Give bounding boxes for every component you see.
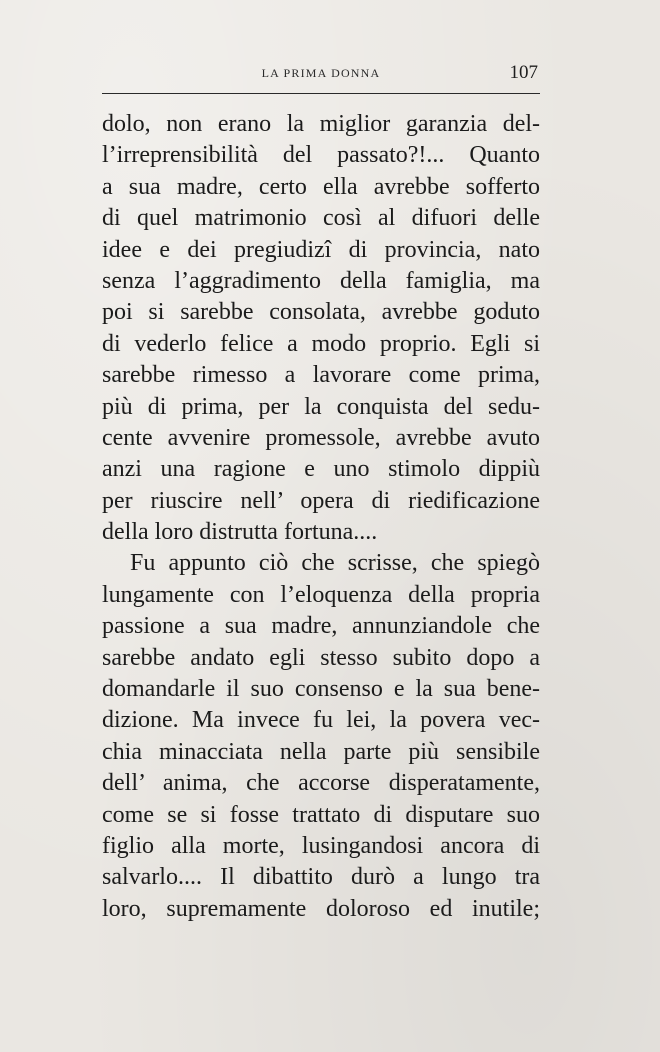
body-text <box>102 109 540 925</box>
text-line: come se si fosse trattato di disputare suo <box>102 801 540 828</box>
text-line: dell’ anima, che accorse disperatamente, <box>102 770 540 797</box>
text-line: passione a sua madre, annunziandole che <box>102 613 540 640</box>
text-line: poi si sarebbe consolata, avrebbe goduto <box>102 299 540 326</box>
running-title: LA PRIMA DONNA <box>261 66 381 80</box>
text-line: per riuscire nell’ opera di riedificazione <box>102 487 540 514</box>
text-line: loro, supremamente doloroso ed inutile; <box>102 895 540 922</box>
text-line: salvarlo.... Il dibattito durò a lungo tra <box>102 864 540 891</box>
text-line: Fu appunto ciò che scrisse, che spiegò <box>130 550 540 577</box>
text-line: della loro distrutta fortuna.... <box>102 519 378 546</box>
text-line: più di prima, per la conquista del sedu- <box>102 393 540 420</box>
text-line: senza l’aggradimento della famiglia, ma <box>102 267 540 294</box>
text-line: lungamente con l’eloquenza della propria <box>102 581 540 608</box>
text-line: idee e dei pregiudizî di provincia, nato <box>102 236 540 263</box>
text-line: cente avvenire promessole, avrebbe avuto <box>102 424 540 451</box>
text-line: sarebbe rimesso a lavorare come prima, <box>102 362 540 389</box>
text-line: di quel matrimonio così al difuori delle <box>102 205 540 232</box>
text-line: domandarle il suo consenso e la sua bene- <box>102 676 540 703</box>
text-line: di vederlo felice a modo proprio. Egli si <box>102 330 540 357</box>
text-line: l’irreprensibilità del passato?!... Quanto <box>102 142 540 169</box>
running-head <box>102 62 540 86</box>
page-number: 107 <box>509 62 538 83</box>
text-line: dizione. Ma invece fu lei, la povera vec- <box>102 707 540 734</box>
text-line: dolo, non erano la miglior garanzia del- <box>102 111 540 137</box>
header-rule <box>102 93 540 94</box>
text-line: chia minacciata nella parte più sensibile <box>102 738 540 765</box>
paragraph <box>102 548 540 925</box>
text-line: sarebbe andato egli stesso subito dopo a <box>102 644 540 671</box>
text-line: a sua madre, certo ella avrebbe sofferto <box>102 173 540 200</box>
text-line: anzi una ragione e uno stimolo dippiù <box>102 456 540 483</box>
paragraph <box>102 109 540 548</box>
text-line: figlio alla morte, lusingandosi ancora di <box>102 832 540 859</box>
